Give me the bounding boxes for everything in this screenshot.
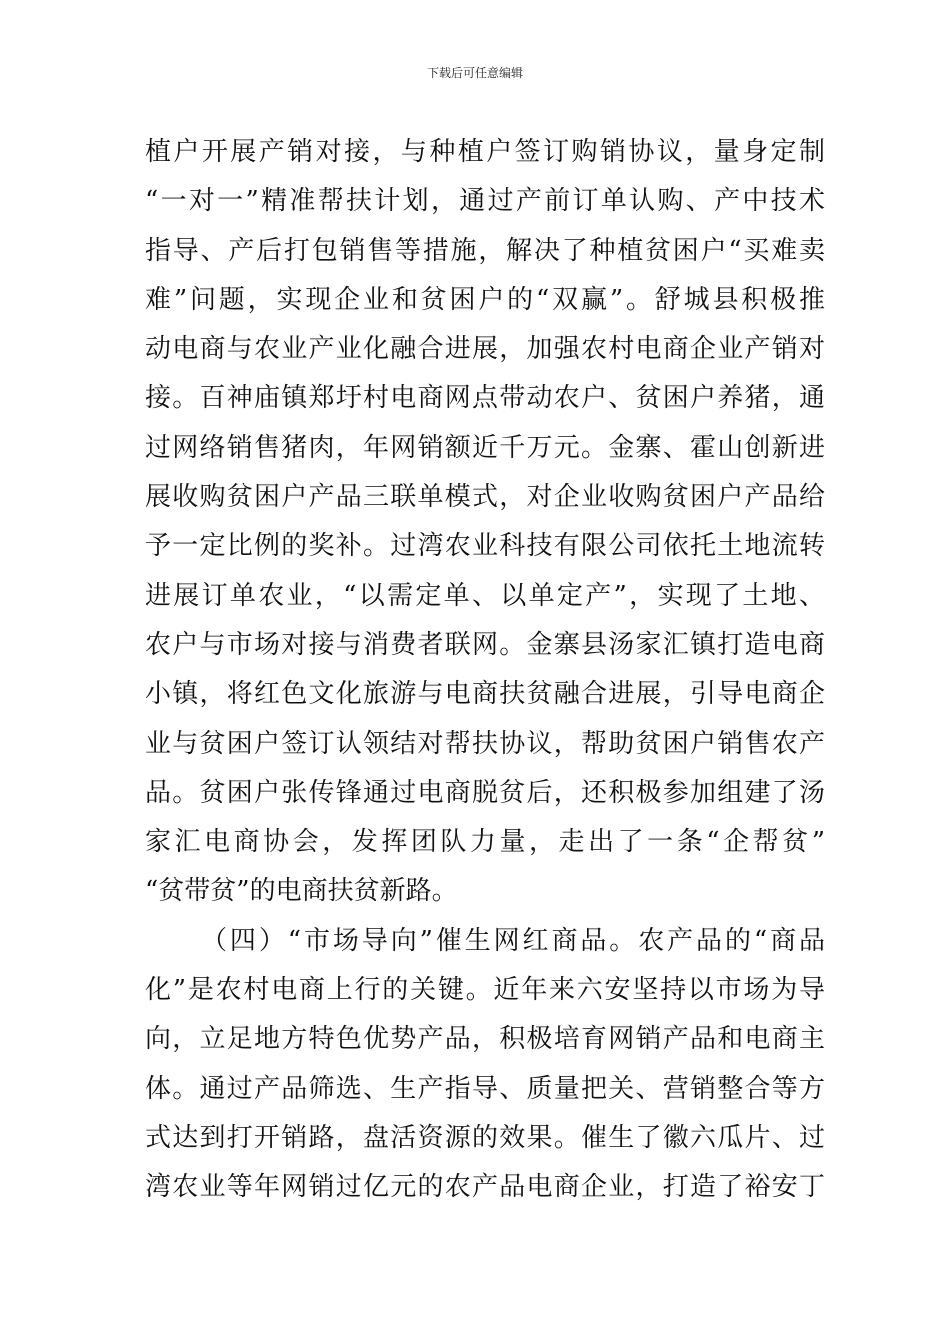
text-line: 式达到打开销路，盘活资源的效果。催生了徽六瓜片、过 <box>145 1122 825 1153</box>
text-line: 湾农业等年网销过亿元的农产品电商企业，打造了裕安丁 <box>145 1172 825 1203</box>
text-line: 予一定比例的奖补。过湾农业科技有限公司依托土地流转 <box>145 531 825 562</box>
text-line: 业与贫困户签订认领结对帮扶协议，帮助贫困户销售农产 <box>145 728 825 759</box>
text-line: 过网络销售猪肉，年网销额近千万元。金寨、霍山创新进 <box>145 432 825 463</box>
text-line: 向，立足地方特色优势产品，积极培育网销产品和电商主 <box>145 1024 825 1055</box>
paragraph-2 <box>145 917 825 1213</box>
text-line: 小镇，将红色文化旅游与电商扶贫融合进展，引导电商企 <box>145 679 825 710</box>
text-line: 植户开展产销对接，与种植户签订购销协议，量身定制 <box>145 137 825 167</box>
text-line: 化”是农村电商上行的关键。近年来六安坚持以市场为导 <box>145 975 825 1006</box>
text-line: （四）“市场导向”催生网红商品。农产品的“商品 <box>201 925 825 956</box>
text-line: 难”问题，实现企业和贫困户的“双赢”。舒城县积极推 <box>145 284 825 315</box>
paragraph-1 <box>145 128 825 917</box>
text-line: “贫带贫”的电商扶贫新路。 <box>145 876 458 907</box>
text-line: 接。百神庙镇郑圩村电商网点带动农户、贫困户养猪，通 <box>145 383 825 414</box>
page-header-note: 下载后可任意编辑 <box>426 66 523 80</box>
text-line: 家汇电商协会，发挥团队力量，走出了一条“企帮贫” <box>145 827 825 858</box>
text-line: 展收购贫困户产品三联单模式，对企业收购贫困户产品给 <box>145 482 825 513</box>
text-line: 品。贫困户张传锋通过电商脱贫后，还积极参加组建了汤 <box>145 777 825 808</box>
document-body <box>145 128 825 1213</box>
text-line: “一对一”精准帮扶计划，通过产前订单认购、产中技术 <box>145 186 825 217</box>
text-line: 指导、产后打包销售等措施，解决了种植贫困户“买难卖 <box>145 235 825 266</box>
text-line: 动电商与农业产业化融合进展，加强农村电商企业产销对 <box>145 334 825 365</box>
text-line: 体。通过产品筛选、生产指导、质量把关、营销整合等方 <box>145 1073 825 1104</box>
text-line: 进展订单农业，“以需定单、以单定产”，实现了土地、 <box>145 580 825 611</box>
text-line: 农户与市场对接与消费者联网。金寨县汤家汇镇打造电商 <box>145 629 825 660</box>
